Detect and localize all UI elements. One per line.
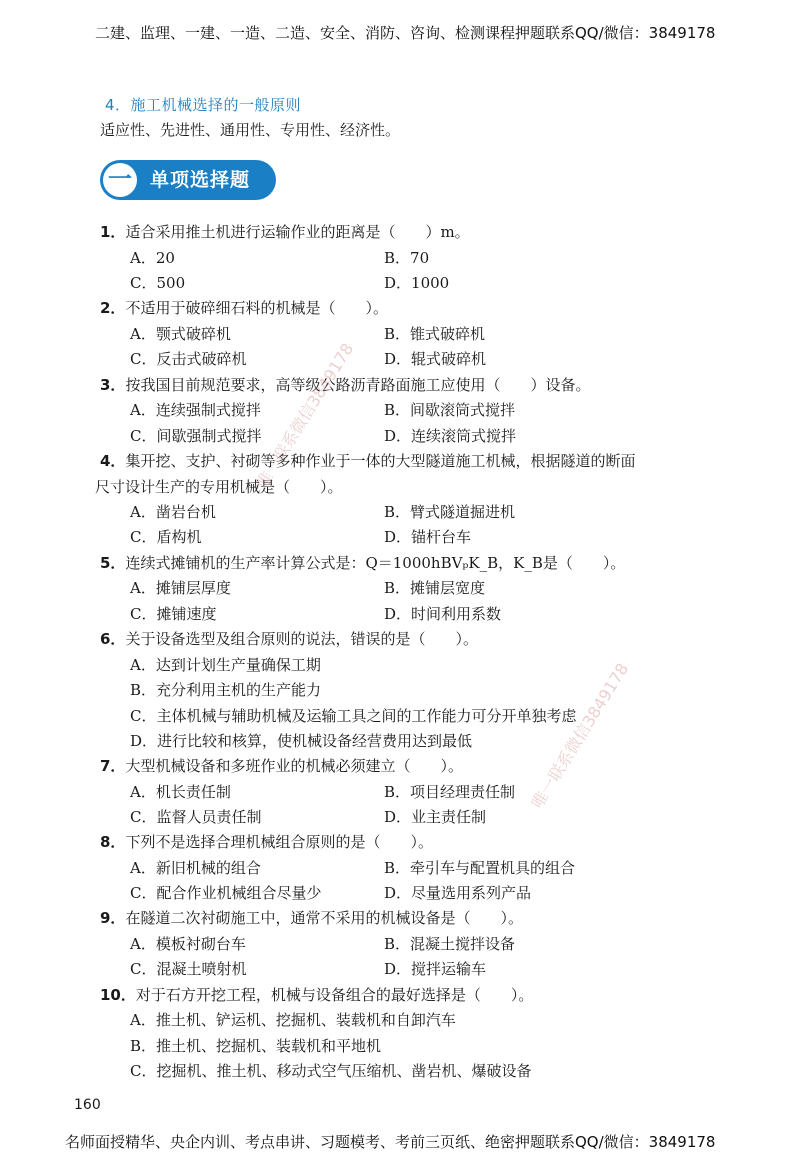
question-2 — [100, 297, 388, 318]
question-4 — [100, 450, 635, 471]
option: D．时间利用系数 — [384, 605, 502, 623]
option: D．业主责任制 — [384, 808, 487, 826]
question-number: 7． — [100, 757, 126, 775]
option: B．臂式隧道掘进机 — [384, 503, 516, 521]
option: A．摊铺层厚度 — [130, 579, 231, 597]
question-1 — [100, 221, 470, 242]
option: B．项目经理责任制 — [384, 783, 516, 801]
option: C．摊铺速度 — [130, 605, 217, 623]
option: D．进行比较和核算，使机械设备经营费用达到最低 — [130, 732, 473, 750]
option: A．模板衬砌台车 — [130, 935, 246, 953]
question-5 — [100, 552, 625, 573]
badge-number: 一 — [103, 163, 137, 197]
question-stem: 对于石方开挖工程，机械与设备组合的最好选择是（ ）。 — [135, 986, 534, 1004]
option: A．20 — [130, 249, 175, 267]
option: C．挖掘机、推土机、移动式空气压缩机、凿岩机、爆破设备 — [130, 1062, 532, 1080]
question-number: 4． — [100, 452, 126, 470]
question-number: 10． — [100, 986, 136, 1004]
question-7 — [100, 755, 463, 776]
option: D．锚杆台车 — [384, 528, 472, 546]
question-number: 5． — [100, 554, 126, 572]
question-stem: 按我国目前规范要求，高等级公路沥青路面施工应使用（ ）设备。 — [125, 376, 591, 394]
option: C．500 — [130, 274, 186, 292]
option: A．连续强制式搅拌 — [130, 401, 261, 419]
question-number: 9． — [100, 909, 126, 927]
header-banner: 二建、监理、一建、一造、二造、安全、消防、咨询、检测课程押题联系QQ/微信：3849178 — [95, 24, 716, 42]
page-number: 160 — [74, 1097, 101, 1113]
question-stem: 集开挖、支护、衬砌等多种作业于一体的大型隧道施工机械，根据隧道的断面 — [125, 452, 636, 470]
badge-label: 单项选择题 — [150, 169, 251, 191]
watermark: 唯一联系微信3849178 — [527, 659, 633, 812]
option: D．1000 — [384, 274, 450, 292]
option: A．颚式破碎机 — [130, 325, 231, 343]
question-stem: 下列不是选择合理机械组合原则的是（ ）。 — [125, 833, 433, 851]
option: B．摊铺层宽度 — [384, 579, 486, 597]
section-body: 适应性、先进性、通用性、专用性、经济性。 — [100, 121, 401, 139]
option: C．监督人员责任制 — [130, 808, 262, 826]
option: C．间歇强制式搅拌 — [130, 427, 262, 445]
option: B．推土机、挖掘机、装载机和平地机 — [130, 1037, 382, 1055]
question-number: 3． — [100, 376, 126, 394]
option: A．凿岩台机 — [130, 503, 216, 521]
question-6 — [100, 628, 478, 649]
footer-banner: 名师面授精华、央企内训、考点串讲、习题模考、考前三页纸、绝密押题联系QQ/微信：3849178 — [65, 1133, 716, 1151]
option: A．机长责任制 — [130, 783, 231, 801]
option: B．70 — [384, 249, 430, 267]
single-choice-badge — [100, 160, 276, 200]
section-title: 4．施工机械选择的一般原则 — [105, 96, 302, 114]
question-number: 8． — [100, 833, 126, 851]
option: D．辊式破碎机 — [384, 350, 487, 368]
question-stem: 适合采用推土机进行运输作业的距离是（ ）m。 — [125, 223, 470, 241]
question-9 — [100, 907, 523, 928]
option: D．尽量选用系列产品 — [384, 884, 532, 902]
question-stem-continued: 尺寸设计生产的专用机械是（ ）。 — [95, 478, 343, 496]
watermark: 唯一联系微信3849178 — [252, 339, 358, 492]
option: D．搅拌运输车 — [384, 960, 487, 978]
option: B．间歇滚筒式搅拌 — [384, 401, 516, 419]
option: B．锥式破碎机 — [384, 325, 486, 343]
option: A．达到计划生产量确保工期 — [130, 656, 321, 674]
question-number: 1． — [100, 223, 126, 241]
question-stem: 连续式摊铺机的生产率计算公式是：Q＝1000hBVₚK_B，K_B是（ ）。 — [125, 554, 626, 572]
option: C．主体机械与辅助机械及运输工具之间的工作能力可分开单独考虑 — [130, 707, 577, 725]
option: A．新旧机械的组合 — [130, 859, 261, 877]
option: C．盾构机 — [130, 528, 202, 546]
question-8 — [100, 831, 433, 852]
question-number: 6． — [100, 630, 126, 648]
option: C．混凝土喷射机 — [130, 960, 247, 978]
question-stem: 关于设备选型及组合原则的说法，错误的是（ ）。 — [125, 630, 478, 648]
question-stem: 大型机械设备和多班作业的机械必须建立（ ）。 — [125, 757, 463, 775]
question-10 — [100, 984, 533, 1005]
question-stem: 在隧道二次衬砌施工中，通常不采用的机械设备是（ ）。 — [125, 909, 523, 927]
question-number: 2． — [100, 299, 126, 317]
option: B．充分利用主机的生产能力 — [130, 681, 322, 699]
question-stem: 不适用于破碎细石料的机械是（ ）。 — [125, 299, 388, 317]
option: D．连续滚筒式搅拌 — [384, 427, 517, 445]
option: B．混凝土搅拌设备 — [384, 935, 516, 953]
question-3 — [100, 374, 590, 395]
option: B．牵引车与配置机具的组合 — [384, 859, 576, 877]
option: A．推土机、铲运机、挖掘机、装载机和自卸汽车 — [130, 1011, 456, 1029]
option: C．配合作业机械组合尽量少 — [130, 884, 322, 902]
option: C．反击式破碎机 — [130, 350, 247, 368]
